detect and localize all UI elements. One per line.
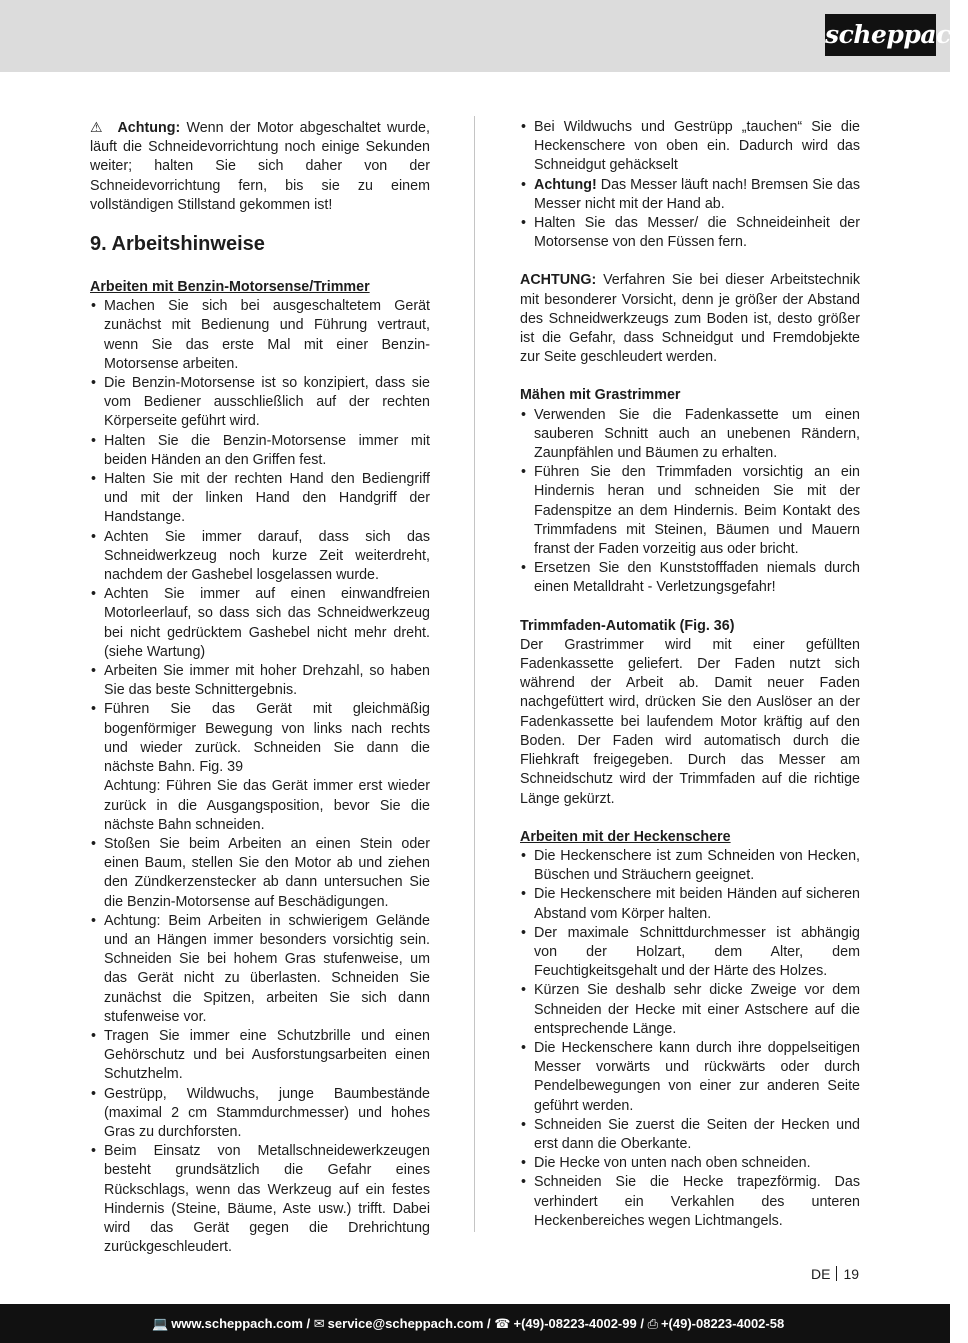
list-item: [90, 700, 430, 834]
achtung-paragraph: [520, 271, 860, 367]
mail-icon: ✉: [313, 1316, 325, 1331]
list-item: • Die Heckenschere mit beiden Händen auf sicheren Abstand vom Körper halten.: [520, 885, 860, 923]
list-item: • Bei Wildwuchs und Gestrüpp „tauchen“ Sie die Heckenschere von oben ein. Dadurch wird das Schneidgut gehäckselt: [520, 118, 860, 176]
footer-phone: +(49)-08223-4002-99 /: [513, 1316, 644, 1331]
header-band: [0, 0, 950, 72]
list-item: • Schneiden Sie zuerst die Seiten der Hecken und erst dann die Oberkante.: [520, 1116, 860, 1154]
footer-contacts: [152, 1304, 784, 1343]
subheading-grastrimmer: Mähen mit Grastrimmer: [520, 387, 681, 404]
list-item: • Kürzen Sie deshalb sehr dicke Zweige vor dem Schneiden der Hecke mit einer Astschere auf die entsprechende Länge.: [520, 981, 860, 1039]
list-item: • Halten Sie mit der rechten Hand den Bediengriff und mit der linken Hand den Handgriff der Handstange.: [90, 470, 430, 528]
subheading-automatik: Trimmfaden-Automatik (Fig. 36): [520, 617, 735, 634]
section-title: 9. Arbeitshinweise: [90, 233, 265, 256]
right-column: [520, 118, 860, 1231]
list-item: • Tragen Sie immer eine Schutzbrille und einen Gehörschutz und bei Ausforstungsarbeiten einen Schutzhelm.: [90, 1027, 430, 1085]
list-item: • Halten Sie das Messer/ die Schneideinheit der Motorsense von den Füssen fern.: [520, 214, 860, 252]
list-item: • Die Hecke von unten nach oben schneiden.: [520, 1154, 860, 1173]
heckenschere-list: [520, 847, 860, 1231]
list-item: • Achten Sie immer darauf, dass sich das Schneidwerkzeug noch kurze Zeit weiterdreht, nachdem der Gashebel losgelassen wurde.: [90, 528, 430, 586]
subheading-benzin: Arbeiten mit Benzin-Motorsense/Trimmer: [90, 279, 370, 296]
list-item-text: Führen Sie das Gerät mit gleichmäßig bogenförmiger Bewegung von links nach rechts und wieder zurück. Schneiden Sie dann die nächste Bahn. Fig. 39: [104, 701, 430, 776]
top-list: [520, 118, 860, 252]
automatik-paragraph: Der Grastrimmer wird mit einer gefüllten Fadenkassette geliefert. Der Faden nutzt sich während der Arbeit ab. Damit neuer Faden nachgefüttert wird, drücken Sie den Auslöser an der Fadenkassette bei laufendem Motor kräftig auf den Boden. Der Faden wird automatisch durch die Fliehkraft freigegeben. Durch das Messer am Schneidschutz wird der Trimmfaden auf die richtige Länge gekürzt.: [520, 636, 860, 807]
footer-website[interactable]: www.scheppach.com /: [171, 1316, 311, 1331]
warning-text: Wenn der Motor abgeschaltet wurde, läuft die Schneidevorrichtung noch einige Sekunden weiter; halten Sie sich daher von der Schneidevorrichtung fern, bis sie zu einem vollständigen Stillstand gekommen ist!: [90, 120, 430, 213]
warning-triangle-icon: ⚠: [90, 119, 105, 135]
phone-icon: ☎: [494, 1316, 511, 1331]
list-item: • Der maximale Schnittdurchmesser ist abhängig von der Holzart, dem Alter, dem Feuchtigkeitsgehalt und der Härte des Holzes.: [520, 924, 860, 982]
list-item: • Stoßen Sie beim Arbeiten an einen Stein oder einen Baum, stellen Sie den Motor ab und ziehen den Zündkerzenstecker ab dann untersuchen Sie die Benzin-Motorsense auf Beschädigungen.: [90, 835, 430, 912]
list-item: • Achtung: Beim Arbeiten in schwierigem Gelände und an Hängen immer besonders vorsichtig sein. Schneiden Sie bei hohem Gras stufenweise, um das Gerät nicht zu überlasten. Schneiden Sie zunächst die Spitzen, arbeiten Sie sich dann stufenweise vor.: [90, 912, 430, 1027]
list-item: • Arbeiten Sie immer mit hoher Drehzahl, so haben Sie das beste Schnittergebnis.: [90, 662, 430, 700]
left-column: [90, 118, 430, 1257]
page-lang: DE: [811, 1266, 831, 1282]
list-item: • Ersetzen Sie den Kunststofffaden niemals durch einen Metalldraht - Verletzungsgefahr!: [520, 559, 860, 597]
list-item: [520, 176, 860, 214]
warning-label: Achtung:: [117, 120, 181, 136]
list-item: • Achten Sie immer auf einen einwandfreien Motorleerlauf, so dass sich das Schneidwerkzeug bei nicht gedrücktem Gashebel nicht mehr dreht. (siehe Wartung): [90, 585, 430, 662]
subheading-heckenschere: Arbeiten mit der Heckenschere: [520, 828, 731, 845]
benzin-list: [90, 297, 430, 1257]
list-item: • Beim Einsatz von Metallschneidewerkzeugen besteht grundsätzlich die Gefahr eines Rückschlags, wenn das Werkzeug auf ein festes Hindernis (Steine, Bäume, Aste usw.) trifft. Dabei wird das Gerät gegen die Drehrichtung zurückgeschleudert.: [90, 1142, 430, 1257]
list-item: • Verwenden Sie die Fadenkassette um einen sauberen Schnitt auch an unebenen Rändern, Zaunpfählen und Bäumen zu erhalten.: [520, 406, 860, 464]
list-item: • Halten Sie die Benzin-Motorsense immer mit beiden Händen an den Griffen fest.: [90, 432, 430, 470]
footer-fax: +(49)-08223-4002-58: [660, 1316, 785, 1331]
computer-icon: 💻: [152, 1316, 169, 1331]
list-item: • Die Heckenschere kann durch ihre doppelseitigen Messer vorwärts und rückwärts oder durch Pendelbewegungen von einer zur anderen Seite geführt werden.: [520, 1039, 860, 1116]
page-number-value: 19: [843, 1266, 860, 1282]
achtung-label: ACHTUNG:: [520, 272, 597, 289]
grastrimmer-list: [520, 406, 860, 598]
achtung-text: Verfahren Sie bei dieser Arbeitstechnik mit besonderer Vorsicht, denn je größer der Abstand des Schneidwerkzeugs zum Boden ist, desto größer ist die Gefahr, dass Schneidgut und Fremdobjekte zur Seite geschleudert werden.: [520, 272, 860, 366]
page-separator: [836, 1266, 837, 1281]
page-number: [811, 1265, 859, 1283]
fax-icon: ⎙: [647, 1316, 658, 1331]
footer-email[interactable]: service@scheppach.com /: [327, 1316, 491, 1331]
list-item: • Schneiden Sie die Hecke trapezförmig. Das verhindert ein Verkahlen des unteren Heckenbereiches wegen Lichtmangels.: [520, 1173, 860, 1231]
list-item: • Die Heckenschere ist zum Schneiden von Hecken, Büschen und Sträuchern geeignet.: [520, 847, 860, 885]
list-item: • Machen Sie sich bei ausgeschaltetem Gerät zunächst mit Bedienung und Führung vertraut, wenn Sie das erste Mal mit einer Benzin-Motorsense arbeiten.: [90, 297, 430, 374]
column-divider: [474, 116, 475, 1232]
footer-band: [0, 1304, 950, 1343]
list-item-text: Das Messer läuft nach! Bremsen Sie das Messer nicht mit der Hand ab.: [534, 176, 860, 212]
list-item-note: Achtung: Führen Sie das Gerät immer erst wieder zurück in die Ausgangsposition, bevor Sie die nächste Bahn schneiden.: [104, 778, 430, 833]
list-item: • Gestrüpp, Wildwuchs, junge Baumbestände (maximal 2 cm Stammdurchmesser) und hohes Gras zu durchforsten.: [90, 1085, 430, 1143]
list-item: • Führen Sie den Trimmfaden vorsichtig an ein Hindernis heran und schneiden Sie mit der Fadenspitze an dem Hindernis. Beim Kontakt des Trimmfadens mit Steinen, Bäumen und Mauern franst der Faden vorzeitig aus oder bricht.: [520, 463, 860, 559]
scheppach-logo: scheppach: [825, 14, 936, 56]
list-item-bold: Achtung!: [534, 176, 597, 193]
list-item: • Die Benzin-Motorsense ist so konzipiert, dass sie vom Bediener ausschließlich auf der rechten Körperseite geführt wird.: [90, 374, 430, 432]
warning-paragraph: [90, 118, 430, 215]
